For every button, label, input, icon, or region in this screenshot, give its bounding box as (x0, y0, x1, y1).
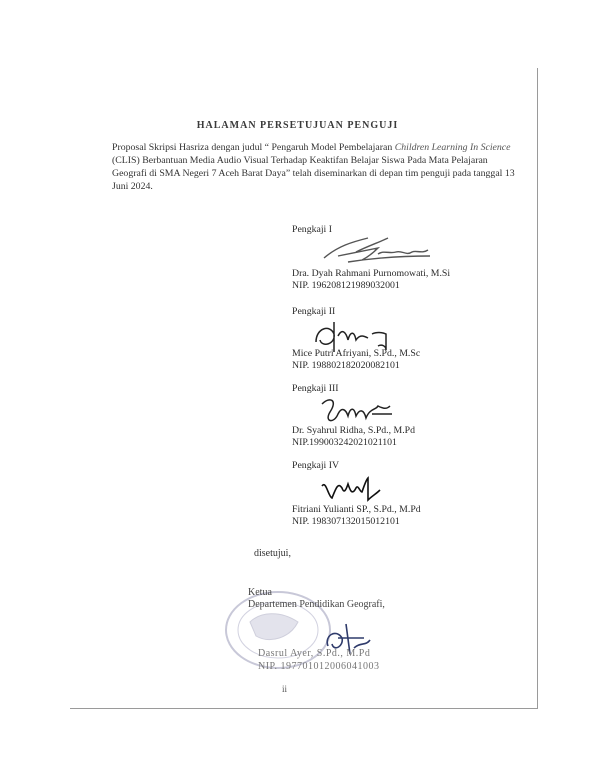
examiner-label: Pengkaji II (292, 306, 336, 317)
approved-text: disetujui, (254, 548, 291, 559)
examiner-nip: NIP. 198307132015012101 (292, 516, 400, 527)
chair-block (248, 587, 385, 611)
examiner-3-details (292, 425, 415, 449)
examiner-nip: NIP. 196208121989032001 (292, 280, 400, 291)
page-title: HALAMAN PERSETUJUAN PENGUJI (196, 120, 399, 131)
examiner-1-details (292, 268, 450, 292)
chair-department: Departemen Pendidikan Geografi, (248, 599, 385, 610)
examiner-nip: NIP.199003242021021101 (292, 437, 397, 448)
intro-text-part2: (CLIS) Berbantuan Media Audio Visual Terhadap Keaktifan Belajar Siswa Pada Mata Pelajaran Geografi di SMA Negeri 7 Aceh Barat Daya” telah diseminarkan di depan tim penguji pada tanggal 13 Juni 2024. (112, 155, 515, 192)
examiner-name: Mice Putri Afriyani, S.Pd., M.Sc (292, 348, 421, 359)
chair-nip: NIP. 197701012006041003 (258, 661, 380, 672)
examiner-nip: NIP. 198802182020082101 (292, 360, 400, 371)
examiner-label: Pengkaji IV (292, 460, 340, 471)
examiner-4-details (292, 504, 421, 528)
examiner-name: Dra. Dyah Rahmani Purnomowati, M.Si (292, 268, 451, 279)
examiner-name: Dr. Syahrul Ridha, S.Pd., M.Pd (292, 425, 416, 436)
chair-role: Ketua (248, 587, 272, 598)
page-number: ii (282, 684, 288, 694)
page-edge-right (537, 68, 538, 708)
chair-name: Dasrul Ayer, S.Pd., M.Pd (258, 648, 371, 659)
examiner-label: Pengkaji III (292, 383, 339, 394)
intro-text-italic: Children Learning In Science (394, 142, 511, 153)
examiner-name: Fitriani Yulianti SP., S.Pd., M.Pd (292, 504, 421, 515)
intro-paragraph (112, 141, 517, 193)
examiner-1-signature (318, 232, 438, 268)
examiner-3-signature (316, 394, 396, 428)
examiner-4-signature (318, 470, 388, 504)
page-edge-bottom (70, 708, 538, 709)
examiner-2-details (292, 348, 420, 372)
intro-text-part1: Proposal Skripsi Hasriza dengan judul “ Pengaruh Model Pembelajaran (112, 142, 395, 153)
examiner-label: Pengkaji I (292, 224, 332, 235)
examiner-2-label-block (292, 306, 335, 318)
